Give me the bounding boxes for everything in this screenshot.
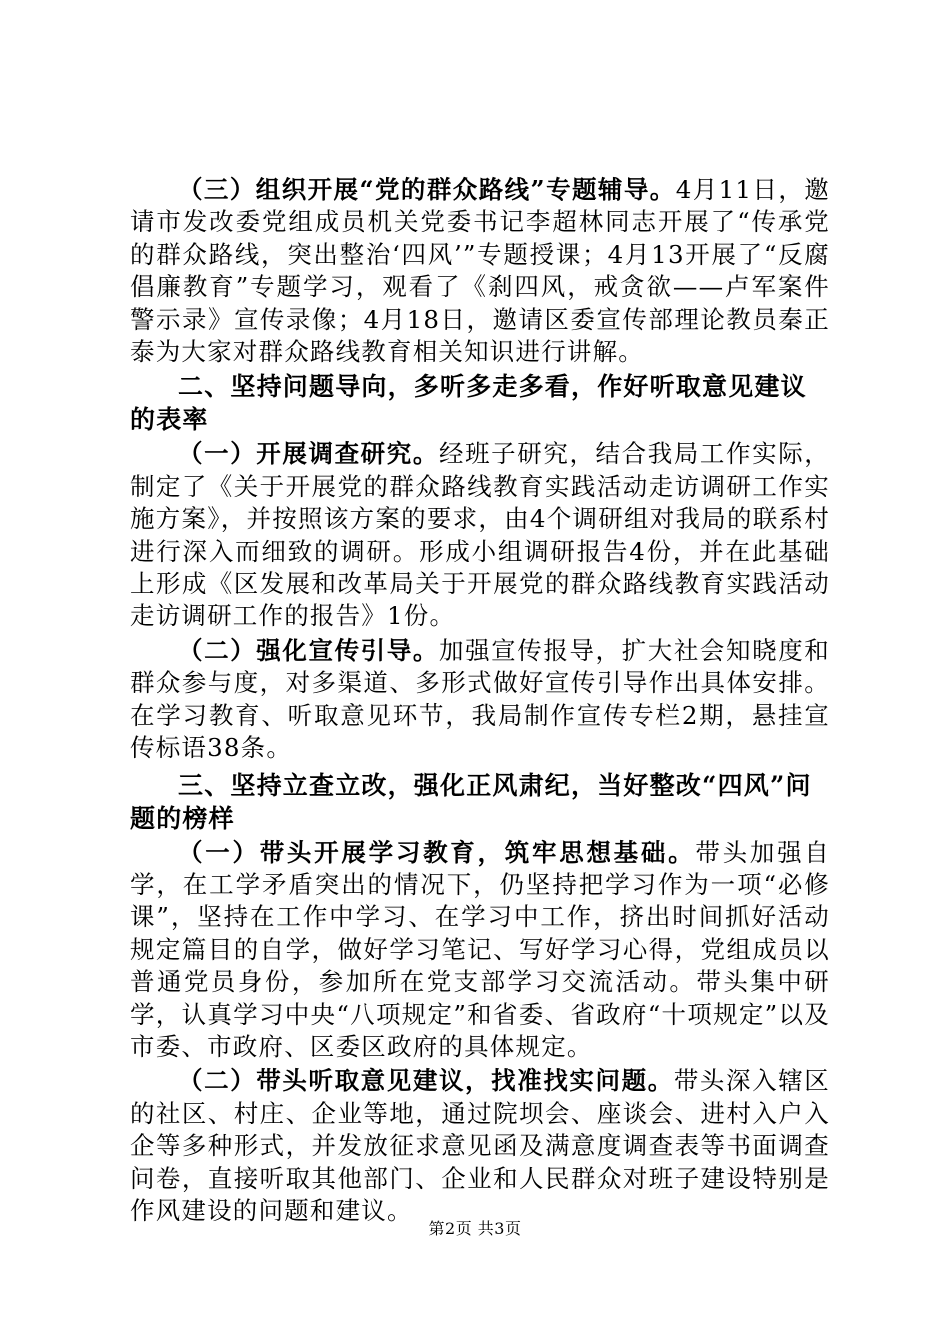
paragraph-text: 带头深入辖区的社区、村庄、企业等地，通过院坝会、座谈会、进村入户入企等多种形式，并发放征求意见函及满意度调查表等书面调查问卷，直接听取其他部门、企业和人民群众对班子建设特别是作风建设的问题和建议。: [130, 1066, 830, 1225]
paragraph-investigation: [130, 438, 830, 632]
paragraph-listen-opinions: [130, 1065, 830, 1227]
paragraph-lead: （一）开展调查研究。: [178, 439, 439, 469]
document-body: [130, 170, 830, 1227]
paragraph-publicity: [130, 635, 830, 765]
paragraph-lead: （二）带头听取意见建议，找准找实问题。: [178, 1066, 674, 1096]
paragraph-study-education: [130, 837, 830, 1064]
paragraph-lead: （二）强化宣传引导。: [178, 635, 439, 665]
page-footer: 第2页 共3页: [428, 1219, 522, 1238]
paragraph-text: 加强宣传报导，扩大社会知晓度和群众参与度，对多渠道、多形式做好宣传引导作出具体安排。在学习教育、听取意见环节，我局制作宣传专栏2期，悬挂宣传标语38条。: [130, 635, 831, 763]
paragraph-lead: （一）带头开展学习教育，筑牢思想基础。: [178, 837, 696, 867]
paragraph-text: 带头加强自学，在工学矛盾突出的情况下，仍坚持把学习作为一项“必修课”，坚持在工作中学习、在学习中工作，挤出时间抓好活动规定篇目的自学，做好学习笔记、写好学习心得，党组成员以普通党员身份，参加所在党支部学习交流活动。带头集中研学，认真学习中央“八项规定”和省委、省政府“十项规定”以及市委、市政府、区委区政府的具体规定。: [130, 837, 830, 1061]
paragraph-text: 经班子研究，结合我局工作实际，制定了《关于开展党的群众路线教育实践活动走访调研工作实施方案》，并按照该方案的要求，由4个调研组对我局的联系村进行深入而细致的调研。形成小组调研报告4份，并在此基础上形成《区发展和改革局关于开展党的群众路线教育实践活动走访调研工作的报告》1份。: [130, 439, 831, 631]
paragraph-lead: （三）组织开展“党的群众路线”专题辅导。: [178, 175, 676, 204]
paragraph-text: 4月11日，邀请市发改委党组成员机关党委书记李超林同志开展了“传承党的群众路线，突出整治‘四风’”专题授课；4月13开展了“反腐倡廉教育”专题学习，观看了《刹四风，戒贪欲——卢军案件警示录》宣传录像；4月18日，邀请区委宣传部理论教员秦正泰为大家对群众路线教育相关知识进行讲解。: [130, 175, 830, 367]
section-heading-two: 二、坚持问题导向，多听多走多看，作好听取意见建议的表率: [130, 372, 807, 435]
section-heading-three: 三、坚持立查立改，强化正风肃纪，当好整改“四风”问题的榜样: [130, 770, 812, 833]
paragraph-organize-guidance: [130, 174, 830, 368]
